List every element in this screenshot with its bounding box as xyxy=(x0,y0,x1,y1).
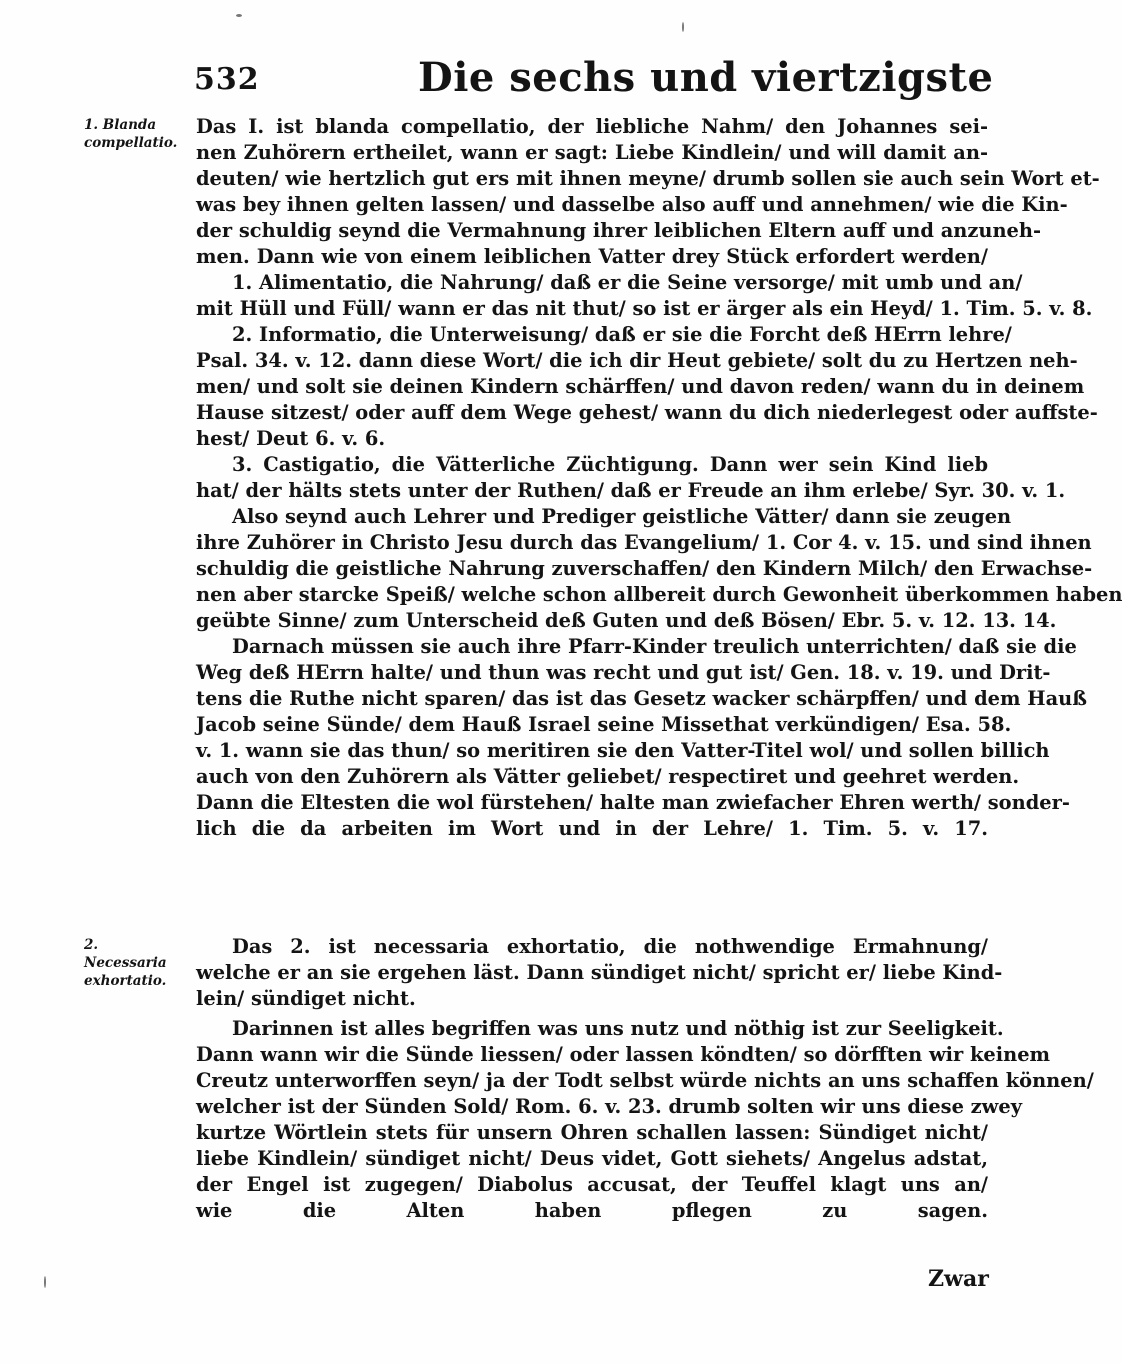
text-line: hat/ der hälts stets unter der Ruthen/ daß er Freude an ihm erlebe/ Syr. 30. v. 1. xyxy=(196,479,1066,502)
text-line: welcher ist der Sünden Sold/ Rom. 6. v. 23. drumb solten wir uns diese zwey xyxy=(196,1095,1022,1118)
running-head: Die sechs und viertzigste xyxy=(418,54,994,101)
text-line: Darnach müssen sie auch ihre Pfarr-Kinder treulich unterrichten/ daß sie die xyxy=(232,635,1077,658)
text-line: welche er an sie ergehen läst. Dann sündiget nicht/ spricht er/ liebe Kind- xyxy=(196,961,1003,984)
text-line: kurtze Wörtlein stets für unsern Ohren schallen lassen: Sündiget nicht/ xyxy=(196,1121,988,1144)
text-line: mit Hüll und Füll/ wann er das nit thut/ so ist er ärger als ein Heyd/ 1. Tim. 5. v. 8. xyxy=(196,297,1093,320)
page-number: 532 xyxy=(194,62,260,97)
margin-note-necessaria: 2. Necessaria exhortatio. xyxy=(84,937,167,989)
text-line: Psal. 34. v. 12. dann diese Wort/ die ich dir Heut gebiete/ solt du zu Hertzen neh- xyxy=(196,349,1078,372)
ink-speck xyxy=(682,22,684,32)
text-line: tens die Ruthe nicht sparen/ das ist das Gesetz wacker schärpffen/ und dem Hauß xyxy=(196,687,1087,710)
text-line: men/ und solt sie deinen Kindern schärffen/ und davon reden/ wann du in deinem xyxy=(196,375,1085,398)
text-line: nen Zuhörern ertheilet, wann er sagt: Liebe Kindlein/ und will damit an- xyxy=(196,141,988,164)
text-line: wie die Alten haben pflegen zu sagen. xyxy=(196,1199,988,1222)
text-line: v. 1. wann sie das thun/ so meritiren sie den Vatter-Titel wol/ und sollen billich xyxy=(196,739,1050,762)
text-line: schuldig die geistliche Nahrung zuverschaffen/ den Kindern Milch/ den Erwachse- xyxy=(196,557,1093,580)
text-line: deuten/ wie hertzlich gut ers mit ihnen meyne/ drumb sollen sie auch sein Wort et- xyxy=(196,167,1100,190)
text-line: Weg deß HErrn halte/ und thun was recht und gut ist/ Gen. 18. v. 19. und Drit- xyxy=(196,661,1051,684)
text-line: Das I. ist blanda compellatio, der liebliche Nahm/ den Johannes sei- xyxy=(196,115,988,138)
text-line: Jacob seine Sünde/ dem Hauß Israel seine Missethat verkündigen/ Esa. 58. xyxy=(196,713,1012,736)
catchword: Zwar xyxy=(928,1266,989,1292)
text-line: 3. Castigatio, die Vätterliche Züchtigung. Dann wer sein Kind lieb xyxy=(232,453,988,476)
text-line: liebe Kindlein/ sündiget nicht/ Deus videt, Gott siehets/ Angelus adstat, xyxy=(196,1147,988,1170)
ink-speck xyxy=(236,14,242,17)
text-line: der Engel ist zugegen/ Diabolus accusat, der Teuffel klagt uns an/ xyxy=(196,1173,988,1196)
text-line: hest/ Deut 6. v. 6. xyxy=(196,427,386,450)
ink-speck xyxy=(44,1276,46,1288)
text-line: nen aber starcke Speiß/ welche schon allbereit durch Gewonheit überkommen haben xyxy=(196,583,1122,606)
text-line: geübte Sinne/ zum Unterscheid deß Guten und deß Bösen/ Ebr. 5. v. 12. 13. 14. xyxy=(196,609,1057,632)
text-line: men. Dann wie von einem leiblichen Vatter drey Stück erfordert werden/ xyxy=(196,245,988,268)
text-line: der schuldig seynd die Vermahnung ihrer leiblichen Eltern auff und anzuneh- xyxy=(196,219,1042,242)
text-line: Das 2. ist necessaria exhortatio, die nothwendige Ermahnung/ xyxy=(232,935,988,958)
text-line: Darinnen ist alles begriffen was uns nutz und nöthig ist zur Seeligkeit. xyxy=(232,1017,1004,1040)
text-line: Creutz unterworffen seyn/ ja der Todt selbst würde nichts an uns schaffen können/ xyxy=(196,1069,1094,1092)
text-line: Dann die Eltesten die wol fürstehen/ halte man zwiefacher Ehren werth/ sonder- xyxy=(196,791,1070,814)
text-line: Also seynd auch Lehrer und Prediger geistliche Vätter/ dann sie zeugen xyxy=(232,505,1012,528)
text-line: Hause sitzest/ oder auff dem Wege gehest/ wann du dich niederlegest oder auffste- xyxy=(196,401,1098,424)
text-line: Dann wann wir die Sünde liessen/ oder lassen köndten/ so dörfften wir keinem xyxy=(196,1043,1051,1066)
text-line: 2. Informatio, die Unterweisung/ daß er sie die Forcht deß HErrn lehre/ xyxy=(232,323,1012,346)
text-line: ihre Zuhörer in Christo Jesu durch das Evangelium/ 1. Cor 4. v. 15. und sind ihnen xyxy=(196,531,1092,554)
text-line: 1. Alimentatio, die Nahrung/ daß er die Seine versorge/ mit umb und an/ xyxy=(232,271,1023,294)
margin-note-blanda: 1. Blanda compellatio. xyxy=(84,117,178,151)
text-line: lich die da arbeiten im Wort und in der Lehre/ 1. Tim. 5. v. 17. xyxy=(196,817,988,840)
text-line: auch von den Zuhörern als Vätter geliebet/ respectiret und geehret werden. xyxy=(196,765,1020,788)
text-line: was bey ihnen gelten lassen/ und dasselbe also auff und annehmen/ wie die Kin- xyxy=(196,193,1068,216)
text-line: lein/ sündiget nicht. xyxy=(196,987,416,1010)
